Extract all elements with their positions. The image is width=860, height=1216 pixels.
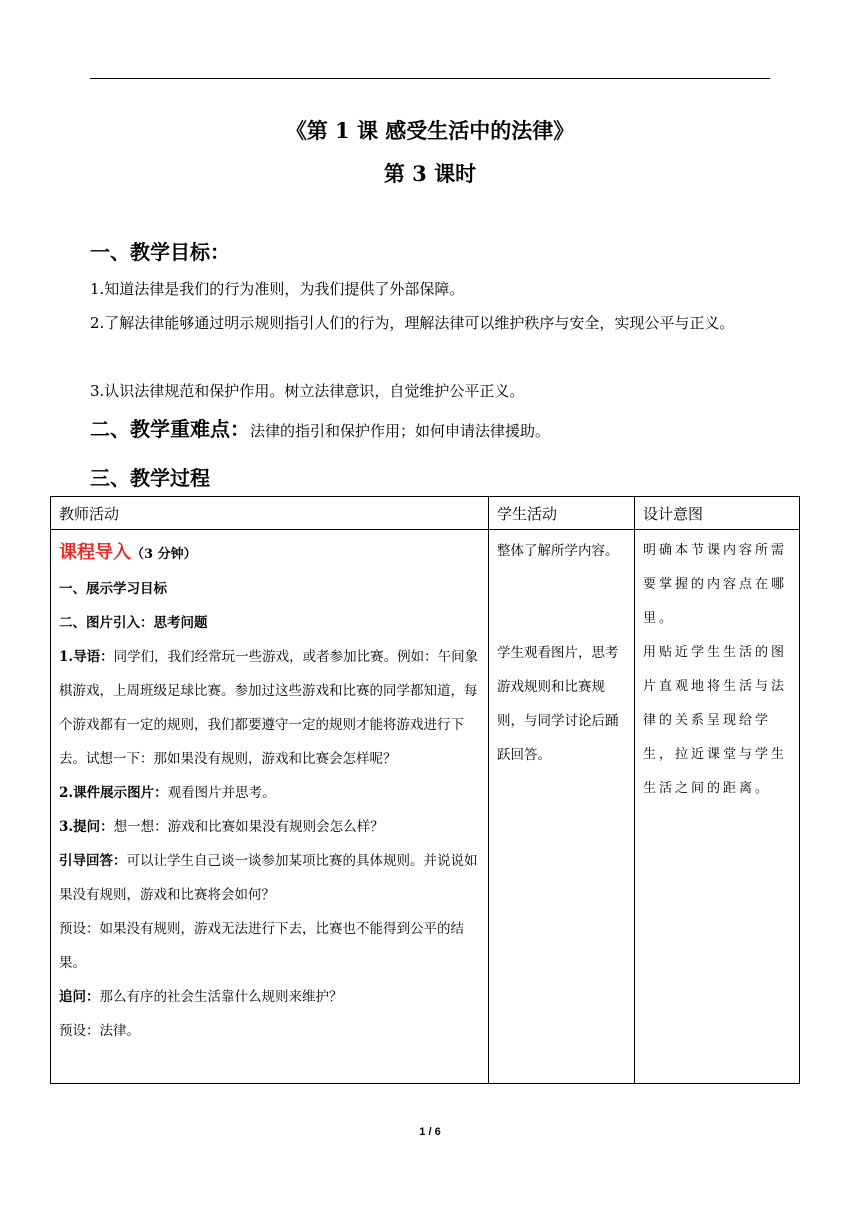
- section3-heading: 三、教学过程: [90, 466, 210, 490]
- header-student: 学生活动: [489, 497, 635, 530]
- table-row: [51, 530, 800, 1084]
- lesson-title: 《第 1 课 感受生活中的法律》: [285, 118, 575, 143]
- para-followup: 追问：那么有序的社会生活靠什么规则来维护？: [59, 989, 343, 1005]
- step-1: 一、展示学习目标: [59, 581, 167, 597]
- student-activity-b: 学生观看图片，思考游戏规则和比赛规则，与同学讨论后踊跃回答。: [497, 645, 619, 763]
- para-slides: 2.课件展示图片：观看图片并思考。: [59, 785, 276, 801]
- header-teacher: 教师活动: [51, 497, 489, 530]
- page-indicator: 1 / 6: [419, 1126, 441, 1138]
- para-preset-1: 预设：如果没有规则，游戏无法进行下去，比赛也不能得到公平的结果。: [59, 921, 464, 971]
- course-intro: 课程导入（3 分钟）: [59, 542, 197, 563]
- student-activity-a: 整体了解所学内容。: [497, 543, 619, 559]
- lesson-subtitle: 第 3 课时: [383, 161, 477, 186]
- objective-3: 3.认识法律规范和保护作用。树立法律意识，自觉维护公平正义。: [90, 382, 525, 400]
- section1-heading: 一、教学目标：: [90, 240, 230, 264]
- section2-text: 法律的指引和保护作用；如何申请法律援助。: [250, 422, 551, 440]
- table-header-row: [51, 497, 800, 530]
- para-question: 3.提问：想一想：游戏和比赛如果没有规则会怎么样？: [59, 819, 384, 835]
- header-intent: 设计意图: [635, 497, 800, 530]
- para-preset-2: 预设：法律。: [59, 1023, 140, 1039]
- teacher-activity-cell: [51, 530, 489, 1084]
- header-rule: [90, 78, 770, 79]
- design-intent-cell: [635, 530, 800, 1084]
- design-intent-b: 用贴近学生生活的图片直观地将生活与法律的关系呈现给学生，拉近课堂与学生生活之间的距离。: [643, 645, 788, 796]
- step-2: 二、图片引入：思考问题: [59, 615, 208, 631]
- objective-2: 2.了解法律能够通过明示规则指引人们的行为，理解法律可以维护秩序与安全，实现公平与正义。: [90, 314, 735, 332]
- para-guide: 引导回答：可以让学生自己谈一谈参加某项比赛的具体规则。并说说如果没有规则，游戏和比赛将会如何？: [59, 853, 478, 903]
- section2-heading: 二、教学重难点：: [90, 417, 250, 441]
- objective-1: 1.知道法律是我们的行为准则，为我们提供了外部保障。: [90, 280, 465, 298]
- process-table: [50, 496, 800, 1084]
- section2: [90, 413, 550, 442]
- student-activity-cell: [489, 530, 635, 1084]
- para-intro: 1.导语：同学们，我们经常玩一些游戏，或者参加比赛。例如：午间象棋游戏，上周班级足球比赛。参加过这些游戏和比赛的同学都知道，每个游戏都有一定的规则，我们都要遵守一定的规则才能将游戏进行下去。试想一下：那如果没有规则，游戏和比赛会怎样呢？: [59, 649, 479, 767]
- design-intent-a: 明确本节课内容所需要掌握的内容点在哪里。: [643, 543, 788, 626]
